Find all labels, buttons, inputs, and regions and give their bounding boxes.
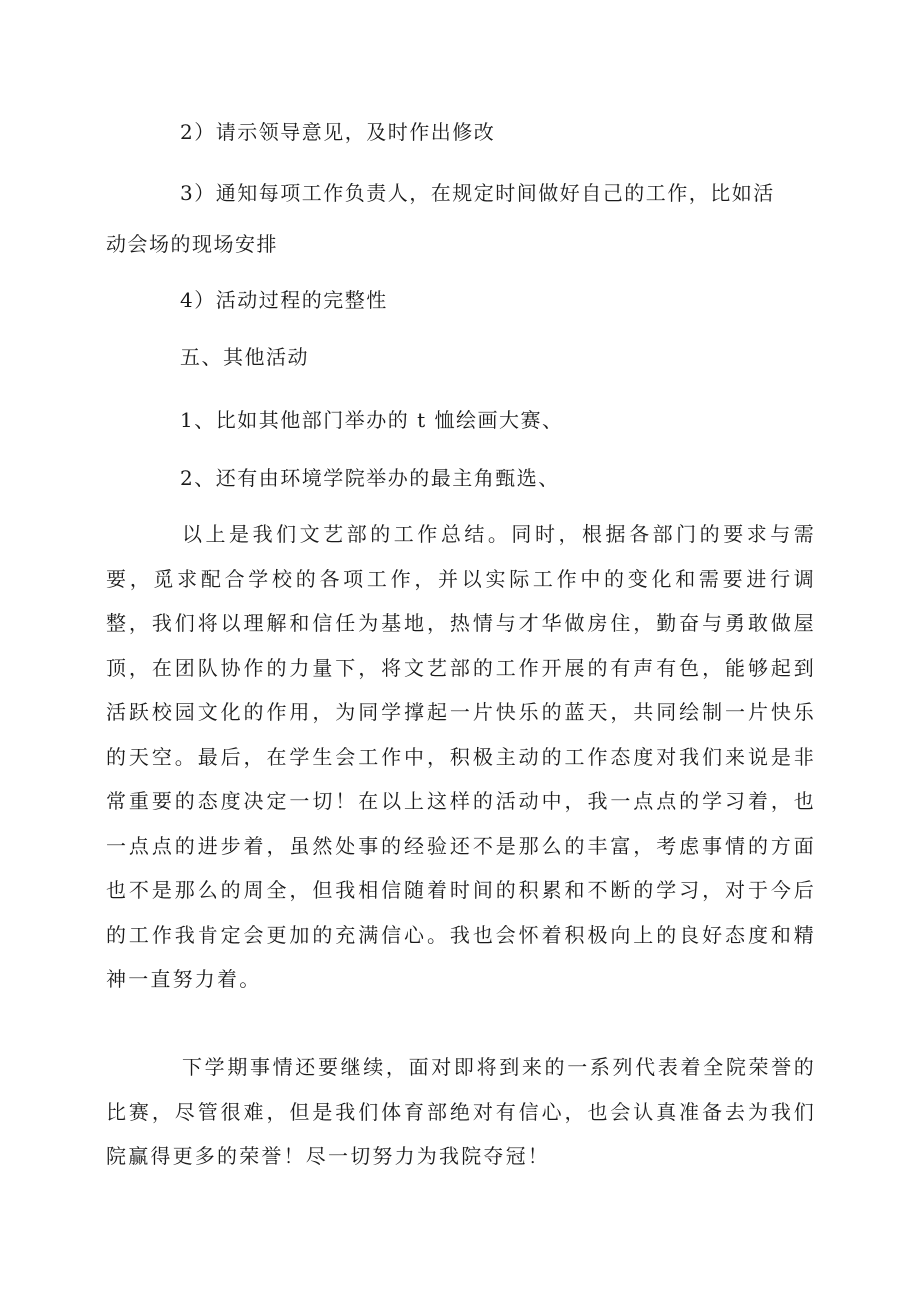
list-item-event-completeness: 4）活动过程的完整性 <box>180 288 388 312</box>
list-item-lead-role-selection: 2、还有由环境学院举办的最主角甄选、 <box>180 466 560 490</box>
list-item-tshirt-contest: 1、比如其他部门举办的 t 恤绘画大赛、 <box>180 408 564 432</box>
list-item-request-approval: 2）请示领导意见，及时作出修改 <box>180 120 496 144</box>
section-heading-other-activities: 五、其他活动 <box>180 345 309 369</box>
list-item-notify-owners: 3）通知每项工作负责人，在规定时间做好自己的工作，比如活 <box>180 181 775 205</box>
summary-paragraph: 以上是我们文艺部的工作总结。同时，根据各部门的要求与需要，觅求配合学校的各项工作，并以实际工作中的变化和需要进行调整，我们将以理解和信任为基地，热情与才华做房住，勤奋与勇敢做屋顶，在团队协作的力量下，将文艺部的工作开展的有声有色，能够起到活跃校园文化的作用，为同学撑起一片快乐的蓝天，共同绘制一片快乐的天空。最后，在学生会工作中，积极主动的工作态度对我们来说是非常重要的态度决定一切！在以上这样的活动中，我一点点的学习着，也一点点的进步着，虽然处事的经验还不是那么的丰富，考虑事情的方面也不是那么的周全，但我相信随着时间的积累和不断的学习，对于今后的工作我肯定会更加的充满信心。我也会怀着积极向上的良好态度和精神一直努力着。 <box>106 522 816 991</box>
list-item-notify-owners-continued: 动会场的现场安排 <box>106 232 278 256</box>
closing-paragraph: 下学期事情还要继续，面对即将到来的一系列代表着全院荣誉的比赛，尽管很难，但是我们体育部绝对有信心，也会认真准备去为我们院赢得更多的荣誉！尽一切努力为我院夺冠！ <box>106 1055 816 1168</box>
